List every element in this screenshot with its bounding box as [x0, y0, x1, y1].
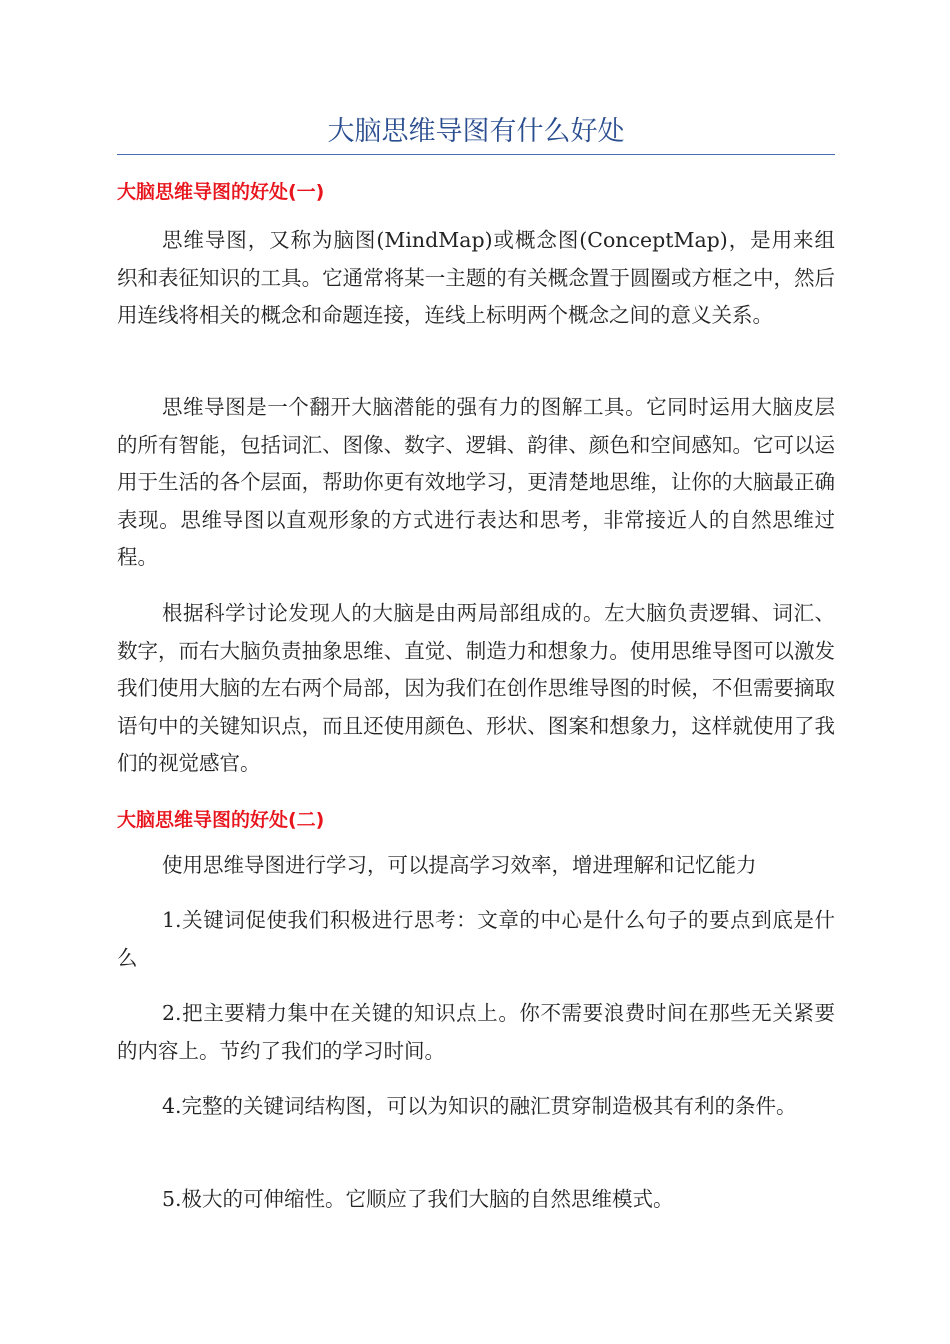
paragraph: 使用思维导图进行学习，可以提高学习效率，增进理解和记忆能力: [162, 853, 757, 877]
paragraph: 4.完整的关键词结构图，可以为知识的融汇贯穿制造极其有利的条件。: [162, 1094, 797, 1118]
paragraph: 思维导图，又称为脑图(MindMap)或概念图(ConceptMap)，是用来组织和表征知识的工具。它通常将某一主题的有关概念置于圆圈或方框之中，然后用连线将相关的概念和命题连接，连线上标明两个概念之间的意义关系。: [117, 228, 835, 327]
section-heading-2: 大脑思维导图的好处(二): [117, 809, 325, 831]
paragraph: 2.把主要精力集中在关键的知识点上。你不需要浪费时间在那些无关紧要的内容上。节约了我们的学习时间。: [117, 1001, 835, 1063]
paragraph: 思维导图是一个翻开大脑潜能的强有力的图解工具。它同时运用大脑皮层的所有智能，包括词汇、图像、数字、逻辑、韵律、颜色和空间感知。它可以运用于生活的各个层面，帮助你更有效地学习，更清楚地思维，让你的大脑最正确表现。思维导图以直观形象的方式进行表达和思考，非常接近人的自然思维过程。: [117, 395, 835, 569]
document-title: 大脑思维导图有什么好处: [327, 116, 625, 147]
paragraph: 根据科学讨论发现人的大脑是由两局部组成的。左大脑负责逻辑、词汇、数字，而右大脑负责抽象思维、直觉、制造力和想象力。使用思维导图可以激发我们使用大脑的左右两个局部，因为我们在创作思维导图的时候，不但需要摘取语句中的关键知识点，而且还使用颜色、形状、图案和想象力，这样就使用了我们的视觉感官。: [117, 601, 835, 775]
paragraph: 5.极大的可伸缩性。它顺应了我们大脑的自然思维模式。: [162, 1187, 674, 1211]
title-underline: [117, 154, 835, 155]
section-heading-1: 大脑思维导图的好处(一): [117, 181, 325, 203]
paragraph: 1.关键词促使我们积极进行思考：文章的中心是什么句子的要点到底是什么: [117, 908, 835, 970]
